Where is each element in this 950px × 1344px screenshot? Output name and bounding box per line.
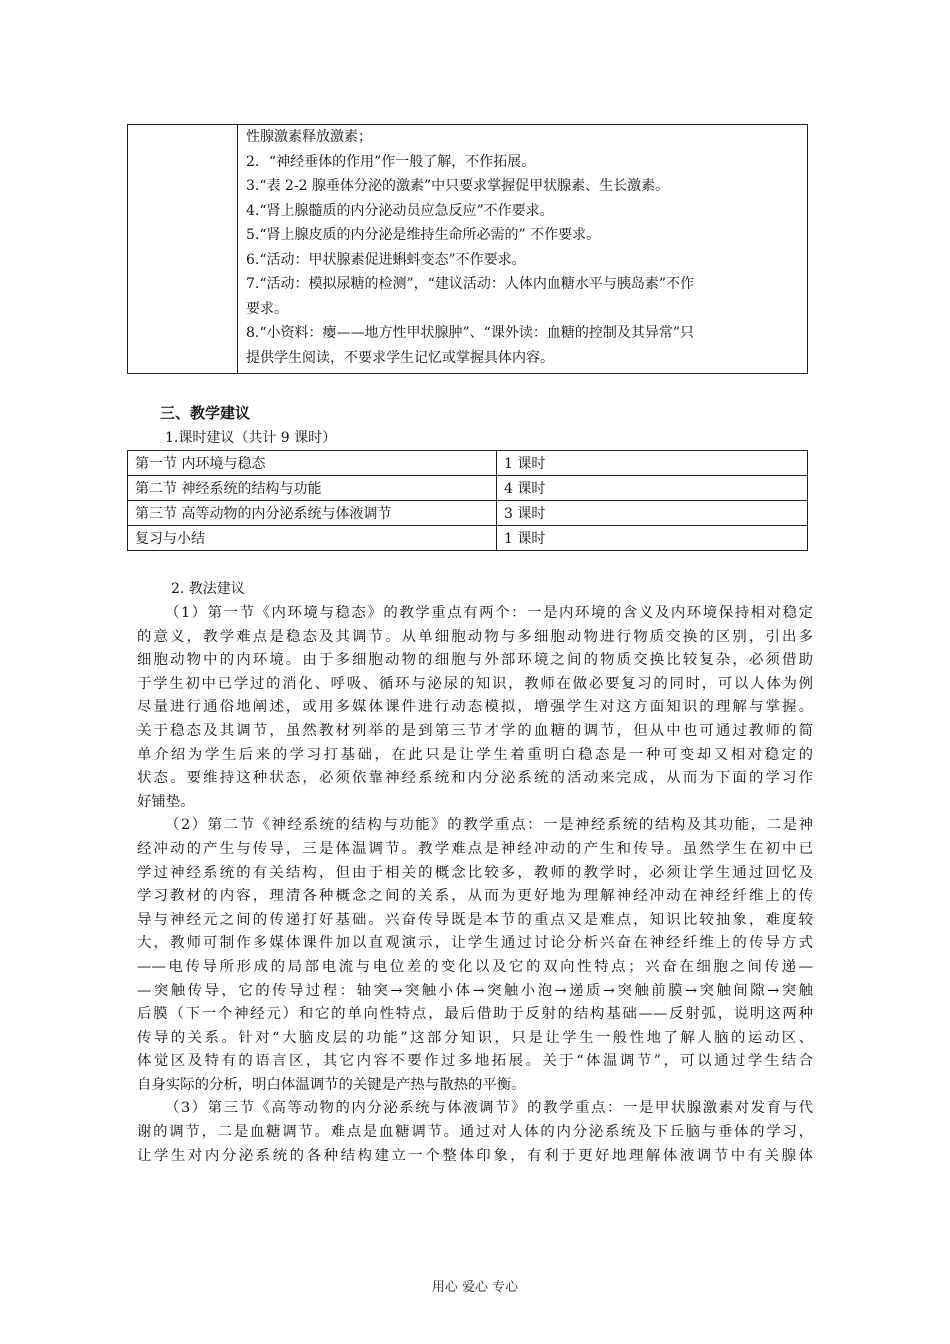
requirement-line: 提供学生阅读，不要求学生记忆或掌握具体内容。	[246, 349, 554, 366]
requirement-line: 6.“活动：甲状腺素促进蝌蚪变态”不作要求。	[246, 251, 526, 268]
paragraph-line: 关于稳态及其调节，虽然教材列举的是到第三节才学的血糖的调节，但从中也可通过教师的简	[137, 722, 813, 739]
requirement-line: 要求。	[246, 300, 288, 317]
paragraph-line: （1）第一节《内环境与稳态》的教学重点有两个：一是内环境的含义及内环境保持相对稳定	[165, 605, 813, 621]
table-row	[128, 476, 808, 501]
paragraph-line: 学过神经系统的有关结构，但由于相关的概念比较多，教师的教学时，必须让学生通过回忆及	[137, 864, 813, 881]
method-title: 2. 教法建议	[171, 581, 245, 597]
requirement-line: 性腺激素释放激素；	[246, 129, 372, 145]
schedule-hours-cell: 1 课时	[497, 526, 808, 551]
paragraph-line: —突触传导，它的传导过程：轴突→突触小体→突触小泡→递质→突触前膜→突触间隙→突触	[137, 982, 813, 999]
requirements-table-content-cell	[238, 125, 808, 374]
teaching-method-paragraphs	[137, 602, 813, 1168]
requirement-line: 2．“神经垂体的作用”作一般了解，不作拓展。	[246, 153, 536, 170]
table-row	[128, 451, 808, 476]
table-row	[128, 526, 808, 551]
requirement-line: 4.“肾上腺髓质的内分泌动员应急反应”不作要求。	[246, 202, 554, 219]
page-footer: 用心 爱心 专心	[431, 1280, 519, 1295]
paragraph-line: 体觉区及特有的语言区，其它内容不要作过多地拓展。关于“体温调节”，可以通过学生结合	[137, 1053, 813, 1070]
schedule-title: 1.课时建议（共计 9 课时）	[165, 430, 337, 446]
requirement-line: 8.“小资料：瘿——地方性甲状腺肿”、“课外读：血糖的控制及其异常”只	[246, 325, 694, 341]
schedule-hours-cell: 1 课时	[497, 451, 808, 476]
paragraph-line: 自身实际的分析，明白体温调节的关键是产热与散热的平衡。	[137, 1076, 526, 1093]
paragraph-line: ——电传导所形成的局部电流与电位差的变化以及它的双向性特点；兴奋在细胞之间传递—	[137, 958, 813, 975]
schedule-table	[127, 450, 808, 551]
paragraph-line: 学习教材的内容，理清各种概念之间的关系，从而为更好地为理解神经冲动在神经纤维上的传	[137, 888, 813, 905]
table-row	[128, 501, 808, 526]
schedule-hours-cell: 4 课时	[497, 476, 808, 501]
schedule-section-cell: 第一节 内环境与稳态	[128, 451, 497, 476]
paragraph-line: 尽量进行通俗地阐述，或用多媒体课件进行动态模拟，增强学生对这方面知识的理解与掌握。	[137, 699, 813, 716]
schedule-section-cell: 第三节 高等动物的内分泌系统与体液调节	[128, 501, 497, 526]
paragraph-line: 经冲动的产生与传导，三是体温调节。教学难点是神经冲动的产生和传导。虽然学生在初中已	[137, 840, 813, 857]
paragraph-line: 让学生对内分泌系统的各种结构建立一个整体印象，有利于更好地理解体液调节中有关腺体	[137, 1147, 813, 1164]
paragraph-line: 细胞动物中的内环境。由于多细胞动物的细胞与外部环境之间的物质交换比较复杂，必须借助	[137, 652, 813, 669]
paragraph-line: 传导的关系。针对“大脑皮层的功能”这部分知识，只是让学生一般性地了解人脑的运动区、	[137, 1029, 813, 1046]
paragraph-line: 导与神经元之间的传递打好基础。兴奋传导既是本节的重点又是难点，知识比较抽象，难度较	[137, 911, 813, 928]
requirement-line: 5.“肾上腺皮质的内分泌是维持生命所必需的” 不作要求。	[246, 227, 601, 243]
paragraph-line: 的意义，教学难点是稳态及其调节。从单细胞动物与多细胞动物进行物质交换的区别，引出多	[137, 628, 813, 645]
paragraph-line: 后膜（下一个神经元）和它的单向性特点，最后借助于反射的结构基础——反射弧，说明这两种	[137, 1006, 813, 1023]
paragraph-line: 状态。要维持这种状态，必须依靠神经系统和内分泌系统的活动来完成，从而为下面的学习作	[137, 770, 813, 787]
paragraph-line: 谢的调节，二是血糖调节。难点是血糖调节。通过对人体的内分泌系统及下丘脑与垂体的学习，	[137, 1124, 813, 1141]
paragraph-line: （3）第三节《高等动物的内分泌系统与体液调节》的教学重点：一是甲状腺激素对发育与代	[165, 1100, 813, 1117]
paragraph-line: （2）第二节《神经系统的结构与功能》的教学重点：一是神经系统的结构及其功能，二是神	[165, 817, 813, 834]
requirements-table-label-cell	[128, 125, 238, 374]
paragraph-line: 单介绍为学生后来的学习打基础，在此只是让学生着重明白稳态是一种可变却又相对稳定的	[137, 746, 813, 763]
requirement-line: 7.“活动：模拟尿糖的检测”，“建议活动：人体内血糖水平与胰岛素”不作	[246, 276, 694, 292]
requirement-line: 3.“表 2-2 腺垂体分泌的激素”中只要求掌握促甲状腺素、生长激素。	[246, 178, 670, 194]
schedule-hours-cell: 3 课时	[497, 501, 808, 526]
paragraph-line: 大，教师可制作多媒体课件加以直观演示，让学生通过讨论分析兴奋在神经纤维上的传导方式	[137, 935, 813, 952]
requirements-table	[127, 124, 808, 374]
schedule-section-cell: 第二节 神经系统的结构与功能	[128, 476, 497, 501]
schedule-section-cell: 复习与小结	[128, 526, 497, 551]
paragraph-line: 于学生初中已学过的消化、呼吸、循环与泌尿的知识，教师在做必要复习的同时，可以人体为例	[137, 675, 813, 692]
section-heading: 三、教学建议	[160, 404, 251, 422]
paragraph-line: 好铺垫。	[137, 793, 195, 810]
